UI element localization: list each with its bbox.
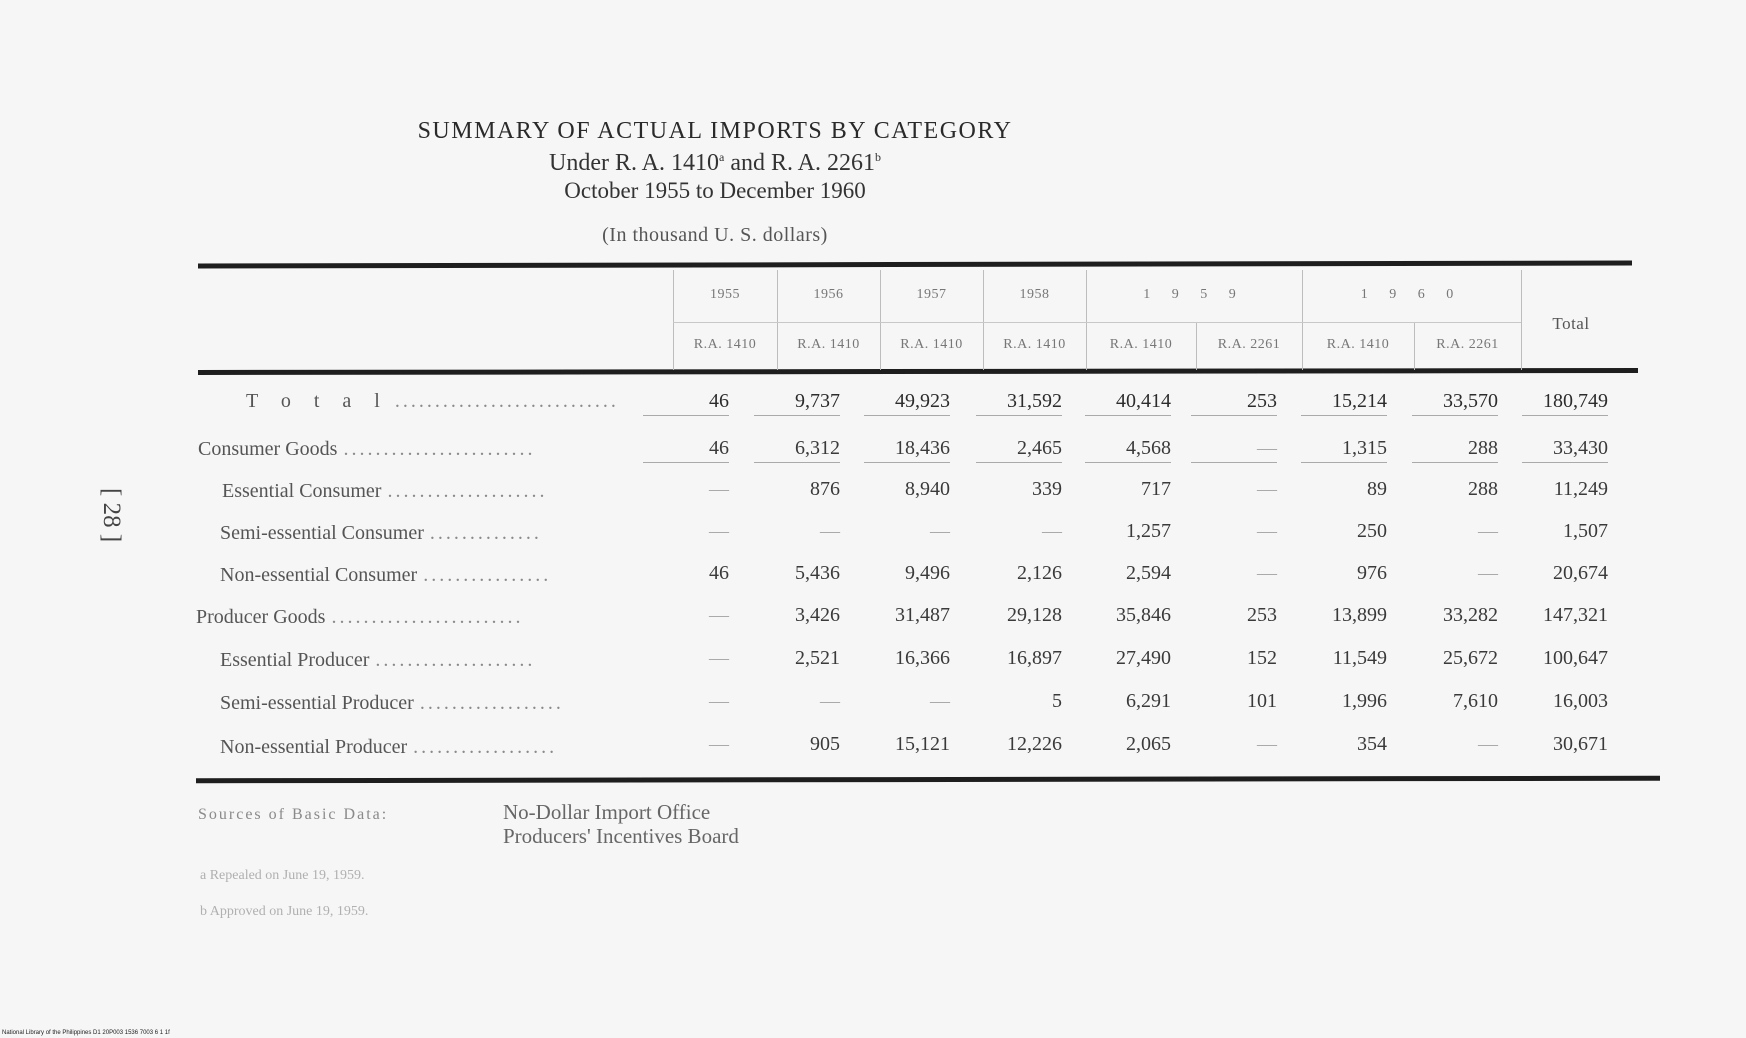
table-cell: 27,490: [1116, 647, 1171, 669]
report-unit: (In thousand U. S. dollars): [602, 224, 828, 246]
table-cell: 30,671: [1553, 733, 1608, 755]
year-header: 1958: [1019, 287, 1050, 302]
source-item: Producers' Incentives Board: [503, 824, 739, 848]
table-top-rule: [198, 260, 1632, 268]
sources-list: [503, 800, 739, 848]
table-cell: 250: [1357, 520, 1387, 542]
row-label-producer-goods: Producer Goods ........................: [196, 606, 524, 628]
table-cell: 46: [643, 390, 729, 416]
law-header: R.A. 2261: [1217, 337, 1281, 352]
table-cell: 2,521: [795, 647, 840, 669]
table-cell: —: [709, 520, 729, 542]
table-cell: 147,321: [1543, 604, 1608, 626]
year-header: 1 9 5 9: [1143, 287, 1245, 302]
table-cell: —: [820, 520, 840, 542]
table-cell: 2,594: [1126, 562, 1171, 584]
row-label-non-essential-producer: Non-essential Producer ..................: [220, 736, 558, 758]
law-header: R.A. 1410: [1003, 337, 1066, 352]
table-cell: 717: [1141, 478, 1171, 500]
table-cell: 33,282: [1443, 604, 1498, 626]
subtitle-ra1410: Under R. A. 1410: [549, 150, 719, 176]
table-cell: 3,426: [795, 604, 840, 626]
footnote-a: a Repealed on June 19, 1959.: [200, 868, 365, 883]
table-cell: 33,430: [1522, 437, 1608, 463]
table-bottom-rule: [196, 776, 1660, 784]
table-cell: 339: [1032, 478, 1062, 500]
year-header: 1956: [813, 287, 844, 302]
header-divider: [777, 270, 778, 370]
footnote-mark-a: a: [719, 150, 725, 164]
table-cell: 35,846: [1116, 604, 1171, 626]
table-cell: 1,257: [1126, 520, 1171, 542]
row-label-consumer-goods: Consumer Goods ........................: [198, 438, 536, 460]
header-divider: [1086, 270, 1087, 370]
row-label-total: T o t a l ............................: [246, 390, 619, 412]
table-cell: 16,366: [895, 647, 950, 669]
footnote-mark-b: b: [875, 150, 881, 164]
table-cell: 15,121: [895, 733, 950, 755]
table-cell: 12,226: [1007, 733, 1062, 755]
table-cell: —: [709, 478, 729, 500]
year-header: 1955: [710, 287, 740, 302]
table-cell: 33,570: [1412, 390, 1498, 416]
table-cell: 18,436: [864, 437, 950, 463]
table-cell: —: [709, 733, 729, 755]
row-label-essential-consumer: Essential Consumer ....................: [222, 480, 548, 502]
subtitle-ra2261: and R. A. 2261: [724, 150, 875, 176]
table-cell: 11,249: [1553, 478, 1608, 500]
table-cell: 40,414: [1085, 390, 1171, 416]
table-cell: 8,940: [905, 478, 950, 500]
table-cell: 49,923: [864, 390, 950, 416]
header-divider: [983, 270, 984, 370]
header-divider: [673, 270, 674, 370]
table-cell: 253: [1191, 390, 1277, 416]
table-cell: —: [1257, 562, 1277, 584]
law-header: R.A. 2261: [1436, 337, 1499, 352]
source-item: No-Dollar Import Office: [503, 800, 711, 824]
law-header: R.A. 1410: [693, 337, 757, 352]
table-cell: 180,749: [1522, 390, 1608, 416]
table-cell: 905: [810, 733, 840, 755]
table-cell: 9,737: [754, 390, 840, 416]
table-cell: —: [1257, 520, 1277, 542]
table-cell: 6,312: [754, 437, 840, 463]
header-divider: [1302, 270, 1303, 370]
table-cell: —: [709, 690, 729, 712]
table-cell: 1,996: [1342, 690, 1387, 712]
table-cell: —: [709, 604, 729, 626]
header-divider: [880, 270, 881, 370]
total-header: Total: [1552, 314, 1590, 333]
table-cell: 15,214: [1301, 390, 1387, 416]
year-header: 1 9 6 0: [1360, 287, 1463, 302]
table-cell: 288: [1468, 478, 1498, 500]
table-cell: 31,487: [895, 604, 950, 626]
law-header: R.A. 1410: [1109, 337, 1173, 352]
table-cell: 6,291: [1126, 690, 1171, 712]
table-cell: —: [930, 520, 950, 542]
table-cell: 20,674: [1553, 562, 1608, 584]
law-header: R.A. 1410: [1326, 337, 1390, 352]
report-subtitle: [0, 150, 1430, 177]
table-cell: 354: [1357, 733, 1387, 755]
table-cell: 25,672: [1443, 647, 1498, 669]
table-cell: 46: [643, 437, 729, 463]
report-period: October 1955 to December 1960: [564, 178, 866, 203]
table-cell: 2,126: [1017, 562, 1062, 584]
table-cell: 5,436: [795, 562, 840, 584]
table-cell: 2,065: [1126, 733, 1171, 755]
page-number: [ 28 ]: [98, 488, 125, 543]
table-cell: 31,592: [976, 390, 1062, 416]
table-cell: 89: [1367, 478, 1387, 500]
table-cell: 5: [1052, 690, 1062, 712]
table-cell: 976: [1357, 562, 1387, 584]
table-cell: 1,315: [1301, 437, 1387, 463]
table-cell: —: [1191, 437, 1277, 463]
table-cell: —: [1042, 520, 1062, 542]
footnote-b: b Approved on June 19, 1959.: [200, 904, 369, 919]
table-cell: —: [1478, 520, 1498, 542]
row-label-semi-essential-consumer: Semi-essential Consumer ..............: [220, 522, 542, 544]
table-header-rule: [198, 368, 1638, 375]
table-cell: —: [820, 690, 840, 712]
table-cell: —: [930, 690, 950, 712]
row-label-non-essential-consumer: Non-essential Consumer ................: [220, 564, 552, 586]
table-cell: 253: [1247, 604, 1277, 626]
year-header: 1957: [916, 287, 947, 302]
law-header: R.A. 1410: [900, 337, 963, 352]
table-cell: 46: [709, 562, 729, 584]
table-cell: 13,899: [1332, 604, 1387, 626]
header-subrule: [673, 322, 1521, 323]
table-cell: 16,003: [1553, 690, 1608, 712]
table-cell: 1,507: [1563, 520, 1608, 542]
table-cell: —: [1478, 733, 1498, 755]
table-cell: 7,610: [1453, 690, 1498, 712]
archive-stamp: National Library of the Philippines D1 20P003 1536 7003 6 1 1f: [2, 1030, 170, 1036]
table-cell: 101: [1247, 690, 1277, 712]
table-cell: 152: [1247, 647, 1277, 669]
table-cell: —: [709, 647, 729, 669]
table-cell: 100,647: [1543, 647, 1608, 669]
table-cell: —: [1257, 733, 1277, 755]
table-cell: 288: [1412, 437, 1498, 463]
sources-label: Sources of Basic Data:: [198, 806, 389, 823]
table-cell: 876: [810, 478, 840, 500]
row-label-semi-essential-producer: Semi-essential Producer ..................: [220, 692, 564, 714]
table-cell: 9,496: [905, 562, 950, 584]
table-cell: 2,465: [976, 437, 1062, 463]
table-cell: 4,568: [1085, 437, 1171, 463]
table-cell: 11,549: [1332, 647, 1387, 669]
table-cell: 29,128: [1007, 604, 1062, 626]
table-cell: —: [1478, 562, 1498, 584]
table-cell: 16,897: [1007, 647, 1062, 669]
row-label-essential-producer: Essential Producer ....................: [220, 649, 536, 671]
table-cell: —: [1257, 478, 1277, 500]
report-title: SUMMARY OF ACTUAL IMPORTS BY CATEGORY: [417, 118, 1013, 144]
law-header: R.A. 1410: [797, 337, 860, 352]
